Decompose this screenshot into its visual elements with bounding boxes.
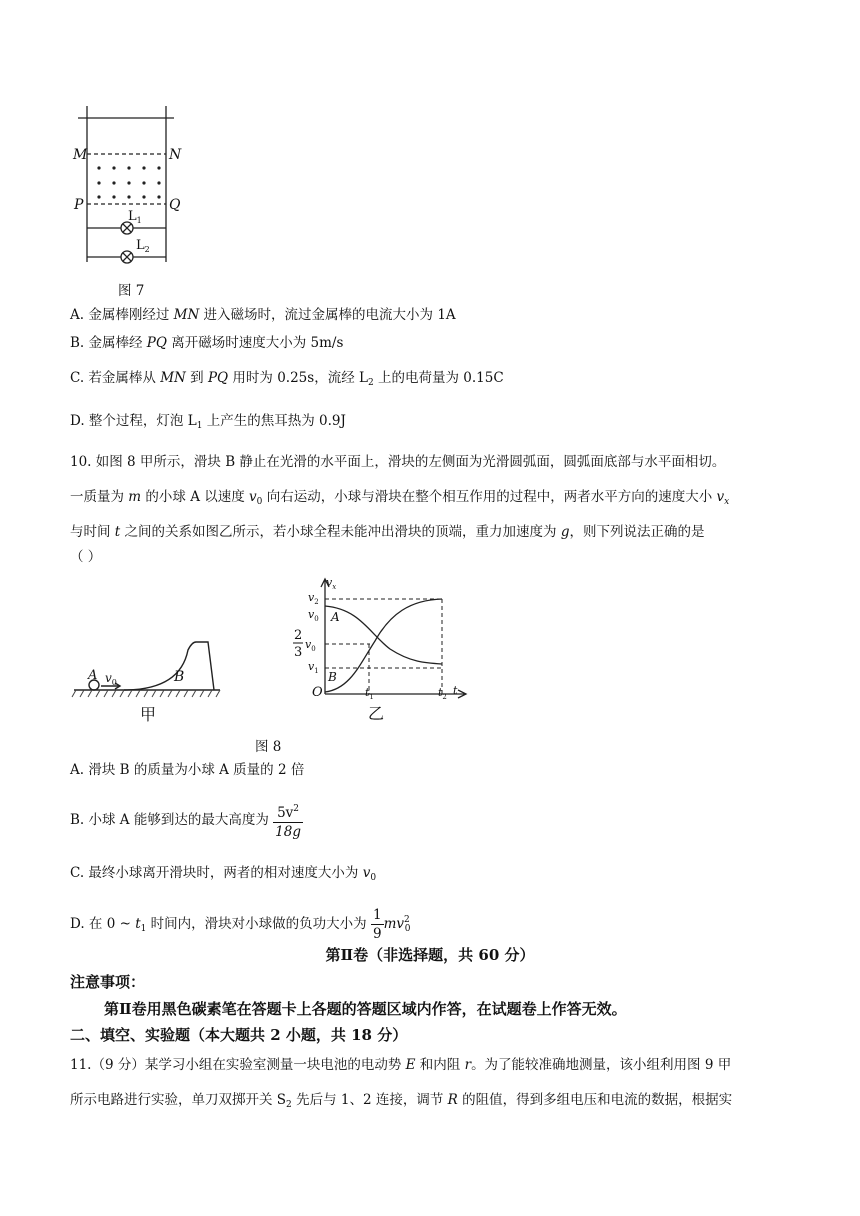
q11-line-1: 11.（9 分）某学习小组在实验室测量一块电池的电动势 E 和内阻 r。为了能较准确地测量，该小组利用图 9 甲 [70,1057,732,1073]
part-two-title: 第Ⅱ卷（非选择题，共 60 分） [325,946,535,964]
q9-option-a: A. 金属棒刚经过 MN 进入磁场时，流过金属棒的电流大小为 1A [70,307,456,323]
yi-caption: 乙 [368,704,385,723]
yi-axis-t-label: t [453,684,458,697]
jia-caption: 甲 [140,705,157,724]
q10-option-d: D. 在 0 ~ $t_1$ 时间内，滑块对小球做的负功大小为 $\frac{1}{9}$ $mv^2_0$ [70,907,411,942]
yi-frac-numerator: 2 [294,628,303,643]
max-height-fraction: $\frac{5v^2}{18g}$ [273,800,303,841]
q9-option-b: B. 金属棒经 PQ 离开磁场时速度大小为 5m/s [70,335,344,351]
jia-label-a: A [88,668,98,683]
yi-label-v0: $v_0$ [308,608,319,623]
negative-work-fraction: $\frac{1}{9}$ [372,907,382,942]
yi-label-t2: $t_2$ [438,686,447,701]
yi-label-v2: $v_2$ [308,591,319,606]
figure-7-circuit [70,100,200,270]
yi-label-v1: $v_1$ [308,660,319,675]
q10-stem-line-2: 一质量为 m 的小球 A 以速度 $v_0$ 向右运动，小球与滑块在整个相互作用的过程中，两者水平方向的速度大小 $v_x$ [70,489,730,507]
magnetic-field-dots [97,166,160,198]
fig7-label-l1: $L_1$ [128,209,142,225]
figure-8-yi-graph [290,574,480,724]
yi-frac-denominator: 3 [294,645,303,660]
fig7-label-p: P [74,197,84,213]
fig7-label-l2: $L_2$ [136,238,150,254]
jia-label-v0: $v_0$ [105,671,117,687]
q10-stem-line-3: 与时间 t 之间的关系如图乙所示，若小球全程未能冲出滑块的顶端，重力加速度为 g，则下列说法正确的是 [70,524,705,540]
q10-option-c: C. 最终小球离开滑块时，两者的相对速度大小为 $v_0$ [70,865,377,883]
yi-label-t1: $t_1$ [365,686,374,701]
yi-axis-vx-label: $v_x$ [326,576,337,591]
fig7-label-n: N [169,147,182,163]
q10-stem-line-1: 10. 如图 8 甲所示，滑块 B 静止在光滑的水平面上，滑块的左侧面为光滑圆弧面，圆弧面底部与水平面相切。 [70,454,726,470]
q9-option-c: C. 若金属棒从 MN 到 PQ 用时为 0.25s，流经 $L_2$ 上的电荷量为 0.15C [70,370,504,388]
q10-option-b: B. 小球 A 能够到达的最大高度为 $\frac{5v^2}{18g}$ [70,800,303,841]
figure-8-jia [70,600,230,730]
figure-7-caption: 图 7 [118,283,145,299]
q9-option-d: D. 整个过程，灯泡 $L_1$ 上产生的焦耳热为 0.9J [70,413,346,431]
yi-curve-b-label: B [328,670,337,684]
yi-curve-a-label: A [331,610,340,624]
curve-a [325,606,442,664]
notice-body: 第Ⅱ卷用黑色碳素笔在答题卡上各题的答题区域内作答，在试题卷上作答无效。 [104,1000,627,1018]
section-two-heading: 二、填空、实验题（本大题共 2 小题，共 18 分） [70,1026,408,1044]
figure-8-caption: 图 8 [255,739,282,755]
yi-origin-label: O [312,685,323,700]
q10-option-a: A. 滑块 B 的质量为小球 A 质量的 2 倍 [70,762,305,778]
q10-answer-blank: （ ） [70,549,102,565]
curve-b [325,599,442,692]
q11-line-2: 所示电路进行实验，单刀双掷开关 $S_2$ 先后与 1、2 连接，调节 R 的阻值，得到多组电压和电流的数据，根据实 [70,1092,733,1110]
fig7-label-q: Q [169,197,181,213]
jia-label-b: B [174,669,185,685]
yi-frac-v0: $v_0$ [305,638,316,653]
notice-heading: 注意事项： [70,973,146,991]
fig7-label-m: M [73,147,88,163]
